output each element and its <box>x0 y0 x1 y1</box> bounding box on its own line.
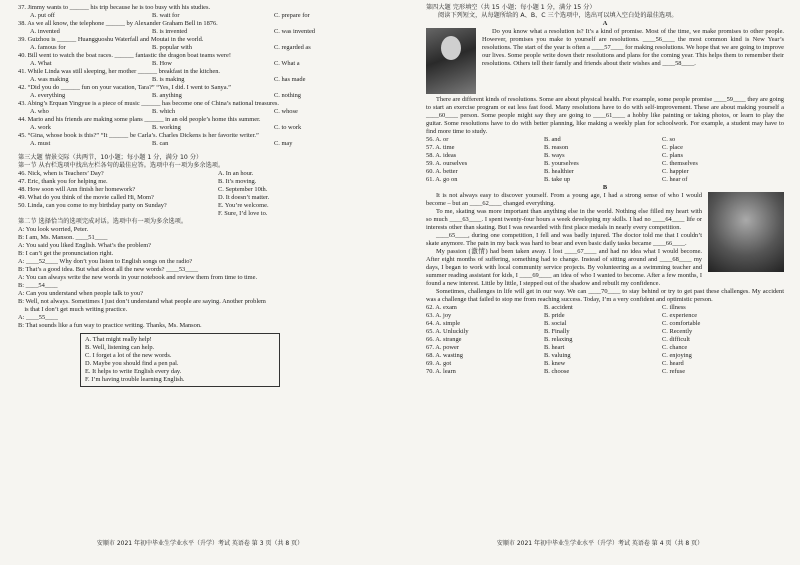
option-c: C. illness <box>662 304 686 311</box>
option-b: B. anything <box>152 92 182 99</box>
option-c: C. Recently <box>662 328 693 335</box>
option-b: B. yourselves <box>544 160 579 167</box>
matching-row <box>18 210 384 218</box>
section-3-part-2-instructions: 第二节 选择恰当的选项完成对话。选项中有一项为多余选项。 <box>18 218 188 225</box>
option-b: B. ways <box>544 152 565 159</box>
question-42 <box>18 84 384 100</box>
option-a: 59. A. ourselves <box>426 160 468 167</box>
matching-question: 50. Linda, can you come to my birthday party on Sunday? <box>18 202 167 209</box>
box-option: D. Maybe you should find a pen pal. <box>85 360 179 367</box>
passage-b-paragraph-4: My passion (激情) had been taken away. I lost ____67____ and had no idea what I would become. After eight months of suffering, something had to change. Instead of sitting around and ____68____ my days, I began to work with local community service projects. By volunteering as a swimming teacher and summer reading assistant for kids, I ____69____ an idea of who I wanted to become. After a few months, I found a new interest. Little by little, I stepped out of the shadow and rebuilt my confidence. <box>426 248 702 287</box>
option-a: 61. A. go on <box>426 176 458 183</box>
option-c: C. prepare for <box>274 12 310 19</box>
box-option: C. I forget a lot of the new words. <box>85 352 172 359</box>
page-footer: 安顺市 2021 年初中毕业生学业水平（升学）考试 英语卷 第 4 页（共 8 页） <box>496 540 704 547</box>
matching-question <box>18 210 218 218</box>
question-stem: 38. As we all know, the telephone ______ by Alexander Graham Bell in 1876. <box>18 20 218 27</box>
option-b: B. social <box>544 320 567 327</box>
option-b: B. relaxing <box>544 336 573 343</box>
option-b: B. take up <box>544 176 571 183</box>
matching-answer: A. In an hour. <box>218 170 254 177</box>
option-row <box>426 328 784 336</box>
question-43 <box>18 100 384 116</box>
passage-a-paragraph-2: There are different kinds of resolutions. Some are about physical health. For example, some people promise ____59____ they are going to start an exercise program or eat less fast food. Many resolutions have to do with self-improvement. These are about making yourself a ____60____ person. Some people might say they are going to ____61____ a hobby like painting or taking photos, or learn to play the guitar. Some resolutions have to do with better planning, like making a weekly plan for schoolwork. For example, a student may have to find more time to study. <box>426 96 784 135</box>
section-3-part-1-instructions: 第一节 从右栏选项中找出左栏各句的最佳应答。选项中有一项为多余选项。 <box>18 162 225 169</box>
option-c: C. themselves <box>662 160 698 167</box>
option-c: C. may <box>274 140 293 147</box>
exam-page-4 <box>400 0 800 565</box>
option-b: B. which <box>152 108 176 115</box>
question-39 <box>18 36 384 52</box>
passage-b-paragraph-5: Sometimes, challenges in life will get in our way. We can ____70____ to stay behind or try to get past these challenges. My accident was a challenge that failed to stop me from reaching success. Today, I’m a very confident and optimistic person. <box>426 288 784 303</box>
option-c: C. refuse <box>662 368 686 375</box>
option-row <box>426 160 784 168</box>
option-b: B. knew <box>544 360 566 367</box>
option-c: C. place <box>662 144 683 151</box>
option-a: A. famous for <box>30 44 66 51</box>
dialogue-line: B: Well, not always. Sometimes I just don’t understand what people are saying. Another problem <box>18 298 266 305</box>
matching-answer: B. It’s moving. <box>218 178 257 185</box>
option-c: C. was invented <box>274 28 315 35</box>
matching-row <box>18 178 384 186</box>
option-row <box>426 344 784 352</box>
option-b: B. is making <box>152 76 185 83</box>
option-c: C. difficult <box>662 336 690 343</box>
question-stem: 45. “Gina, whose book is this?” “It ______ be Carla’s. Charles Dickens is her favorite writer.” <box>18 132 259 139</box>
matching-pairs <box>18 170 384 218</box>
option-b: B. wait for <box>152 12 180 19</box>
option-a: A. put off <box>30 12 55 19</box>
option-b: B. choose <box>544 368 570 375</box>
passage-a-paragraph-1: Do you know what a resolution is? It’s a kind of promise. Most of the time, we make promises to other people. However, promises you make to yourself are resolutions. ____56____ the most common kind is New Year’s resolutions. The start of the year is often a ____57____ for making resolutions. We hope that we are going to improve our lives. Some people write down their resolutions and plans for the coming year. This helps them to remember their resolutions. Others tell their family and friends about their wishes and ____58____. <box>482 28 784 67</box>
question-44 <box>18 116 384 132</box>
option-row <box>426 360 784 368</box>
option-a: A. must <box>30 140 51 147</box>
box-option: F. I’m having trouble learning English. <box>85 376 185 383</box>
option-a: A. who <box>30 108 49 115</box>
option-a: 68. A. wasting <box>426 352 463 359</box>
matching-question: 49. What do you think of the movie called Hi, Mom? <box>18 194 154 201</box>
option-b: B. valuing <box>544 352 571 359</box>
option-c: C. has made <box>274 76 306 83</box>
option-c: C. plans <box>662 152 683 159</box>
question-options <box>18 12 384 20</box>
right-column <box>426 4 784 376</box>
man-photo <box>426 28 476 94</box>
option-b: B. can <box>152 140 169 147</box>
option-a: A. everything <box>30 92 66 99</box>
page-footer: 安顺市 2021 年初中毕业生学业水平（升学）考试 英语卷 第 3 页（共 8 页） <box>96 540 304 547</box>
matching-row <box>18 170 384 178</box>
option-b: B. is invented <box>152 28 188 35</box>
question-options <box>18 76 384 84</box>
option-a: A. was making <box>30 76 69 83</box>
section-4-instructions: 阅读下列短文，从每题所给的 A、B、C 三个选项中，选出可以填入空白处的最佳选项。 <box>438 12 678 19</box>
passage-a-options <box>426 136 784 184</box>
question-options <box>18 108 384 116</box>
option-a: 64. A. simple <box>426 320 461 327</box>
question-stem: 40. Bill went to watch the boat races. ______ fantastic the dragon boat teams were! <box>18 52 231 59</box>
passage-b-paragraph-3: ____65____, during one competition, I fell and was badly injured. The doctor told me that I couldn’t skate anymore. The pain in my back was hard to bear and even basic daily tasks became ____66____. <box>426 232 702 247</box>
option-c: C. What a <box>274 60 300 67</box>
option-c: C. nothing <box>274 92 301 99</box>
question-options <box>18 140 384 148</box>
option-row <box>426 336 784 344</box>
option-row <box>426 304 784 312</box>
question-37 <box>18 4 384 20</box>
matching-question: 48. How soon will Ann finish her homework? <box>18 186 136 193</box>
section-4-title: 第四大题 完形填空（共 15 小题；每小题 1 分，满分 15 分） <box>426 4 596 11</box>
matching-row <box>18 186 384 194</box>
option-a: A. work <box>30 124 51 131</box>
option-row <box>426 312 784 320</box>
dialogue-line: B: ____54____ <box>18 282 58 289</box>
dialogue-line: B: That’s a good idea. But what about all the new words? ____53____ <box>18 266 199 273</box>
option-row <box>426 152 784 160</box>
option-c: C. whose <box>274 108 298 115</box>
option-a: 58. A. ideas <box>426 152 457 159</box>
passage-b-paragraph-2: To me, skating was more important than anything else in the world. Nothing else filled my heart with so much ____63____. I spent twenty-four hours a week developing my skills. I had no ____64____ life or interests other than skating. But I was rewarded with first place medals in nearly every competition. <box>426 208 702 231</box>
dialogue-line: B: I can’t get the pronunciation right. <box>18 250 114 257</box>
question-options <box>18 60 384 68</box>
option-row <box>426 352 784 360</box>
option-b: B. pride <box>544 312 565 319</box>
option-row <box>426 168 784 176</box>
option-a: 65. A. Unluckily <box>426 328 469 335</box>
option-b: B. healthier <box>544 168 574 175</box>
matching-answer: C. September 10th. <box>218 186 268 193</box>
option-b: B. reason <box>544 144 569 151</box>
question-41 <box>18 68 384 84</box>
passage-b-label: B <box>602 184 608 191</box>
dialogue-line: B: I am, Ms. Manson. ____51____ <box>18 234 108 241</box>
option-row <box>426 136 784 144</box>
option-c: C. so <box>662 136 676 143</box>
dialogue-line: B: That sounds like a fun way to practice writing. Thanks, Ms. Manson. <box>18 322 202 329</box>
dialogue-line: A: You said you liked English. What’s the problem? <box>18 242 152 249</box>
option-c: C. to work <box>274 124 302 131</box>
option-c: C. experience <box>662 312 698 319</box>
options-box <box>80 333 280 387</box>
option-a: 60. A. better <box>426 168 458 175</box>
option-a: 69. A. got <box>426 360 452 367</box>
matching-row <box>18 202 384 210</box>
option-b: B. heart <box>544 344 565 351</box>
question-stem: 42. “Did you do ______ fun on your vacation, Tara?” “Yes, I did. I went to Sanya.” <box>18 84 232 91</box>
box-option: A. That might really help! <box>85 336 152 343</box>
option-b: B. How <box>152 60 172 67</box>
passage-b-options <box>426 304 784 376</box>
passage-b-paragraph-1: It is not always easy to discover yourself. From a young age, I had a strong sense of who I would become – but an ____62____ changed everything. <box>426 192 702 207</box>
option-row <box>426 144 784 152</box>
option-c: C. enjoying <box>662 352 692 359</box>
section-3-title: 第三大题 情景交际（共两节，10小题；每小题 1 分，满分 10 分） <box>18 154 203 161</box>
box-option: B. Well, listening can help. <box>85 344 155 351</box>
option-c: C. comfortable <box>662 320 701 327</box>
question-38 <box>18 20 384 36</box>
matching-answer: D. It doesn’t matter. <box>218 194 270 201</box>
option-c: C. hear of <box>662 176 688 183</box>
question-options <box>18 124 384 132</box>
option-a: 56. A. or <box>426 136 449 143</box>
multiple-choice-section <box>18 4 384 148</box>
question-stem: 41. While Linda was still sleeping, her mother ______ breakfast in the kitchen. <box>18 68 221 75</box>
option-row <box>426 320 784 328</box>
box-option: E. It helps to write English every day. <box>85 368 182 375</box>
dialogue-line: A: You can always write the new words in your notebook and review them from time to time. <box>18 274 258 281</box>
option-c: C. happier <box>662 168 689 175</box>
question-options <box>18 92 384 100</box>
option-a: 67. A. power <box>426 344 460 351</box>
matching-answer: F. Sure, I’d love to. <box>218 210 268 217</box>
matching-question: 47. Eric, thank you for helping me. <box>18 178 108 185</box>
question-45 <box>18 132 384 148</box>
option-a: 66. A. strange <box>426 336 462 343</box>
dialogue-line: is that I don’t get much writing practice. <box>18 306 128 313</box>
question-options <box>18 44 384 52</box>
option-a: A. invented <box>30 28 60 35</box>
question-options <box>18 28 384 36</box>
question-stem: 37. Jimmy wants to ______ his trip because he is too busy with his studies. <box>18 4 211 11</box>
option-a: A. What <box>30 60 52 67</box>
matching-answer: E. You’re welcome. <box>218 202 269 209</box>
dialogue-line: A: ____55____ <box>18 314 58 321</box>
option-a: 57. A. time <box>426 144 455 151</box>
question-stem: 39. Guizhou is ______ Huangguoshu Waterfall and Moutai in the world. <box>18 36 204 43</box>
option-a: 63. A. joy <box>426 312 452 319</box>
dialogue-line: A: ____52____ Why don’t you listen to English songs on the radio? <box>18 258 193 265</box>
option-row <box>426 368 784 376</box>
option-b: B. and <box>544 136 561 143</box>
option-b: B. working <box>152 124 181 131</box>
option-a: 62. A. exam <box>426 304 457 311</box>
matching-question: 46. Nick, when is Teachers’ Day? <box>18 170 104 177</box>
matching-row <box>18 194 384 202</box>
option-b: B. popular with <box>152 44 192 51</box>
question-stem: 43. Abing’s Erquan Yingyue is a piece of music ______ has become one of China’s national treasures. <box>18 100 280 107</box>
option-b: B. accident <box>544 304 573 311</box>
option-row <box>426 176 784 184</box>
option-b: B. Finally <box>544 328 570 335</box>
question-stem: 44. Mario and his friends are making some plans ______ in an old people’s home this summer. <box>18 116 261 123</box>
dialogue <box>18 226 384 330</box>
question-40 <box>18 52 384 68</box>
option-c: C. chance <box>662 344 688 351</box>
skater-photo <box>708 192 784 272</box>
dialogue-line: A: You look worried, Peter. <box>18 226 89 233</box>
left-column <box>18 4 384 387</box>
option-a: 70. A. learn <box>426 368 456 375</box>
passage-a-label: A <box>602 20 608 27</box>
option-c: C. regarded as <box>274 44 311 51</box>
dialogue-line: A: Can you understand when people talk to you? <box>18 290 143 297</box>
option-c: C. heard <box>662 360 684 367</box>
